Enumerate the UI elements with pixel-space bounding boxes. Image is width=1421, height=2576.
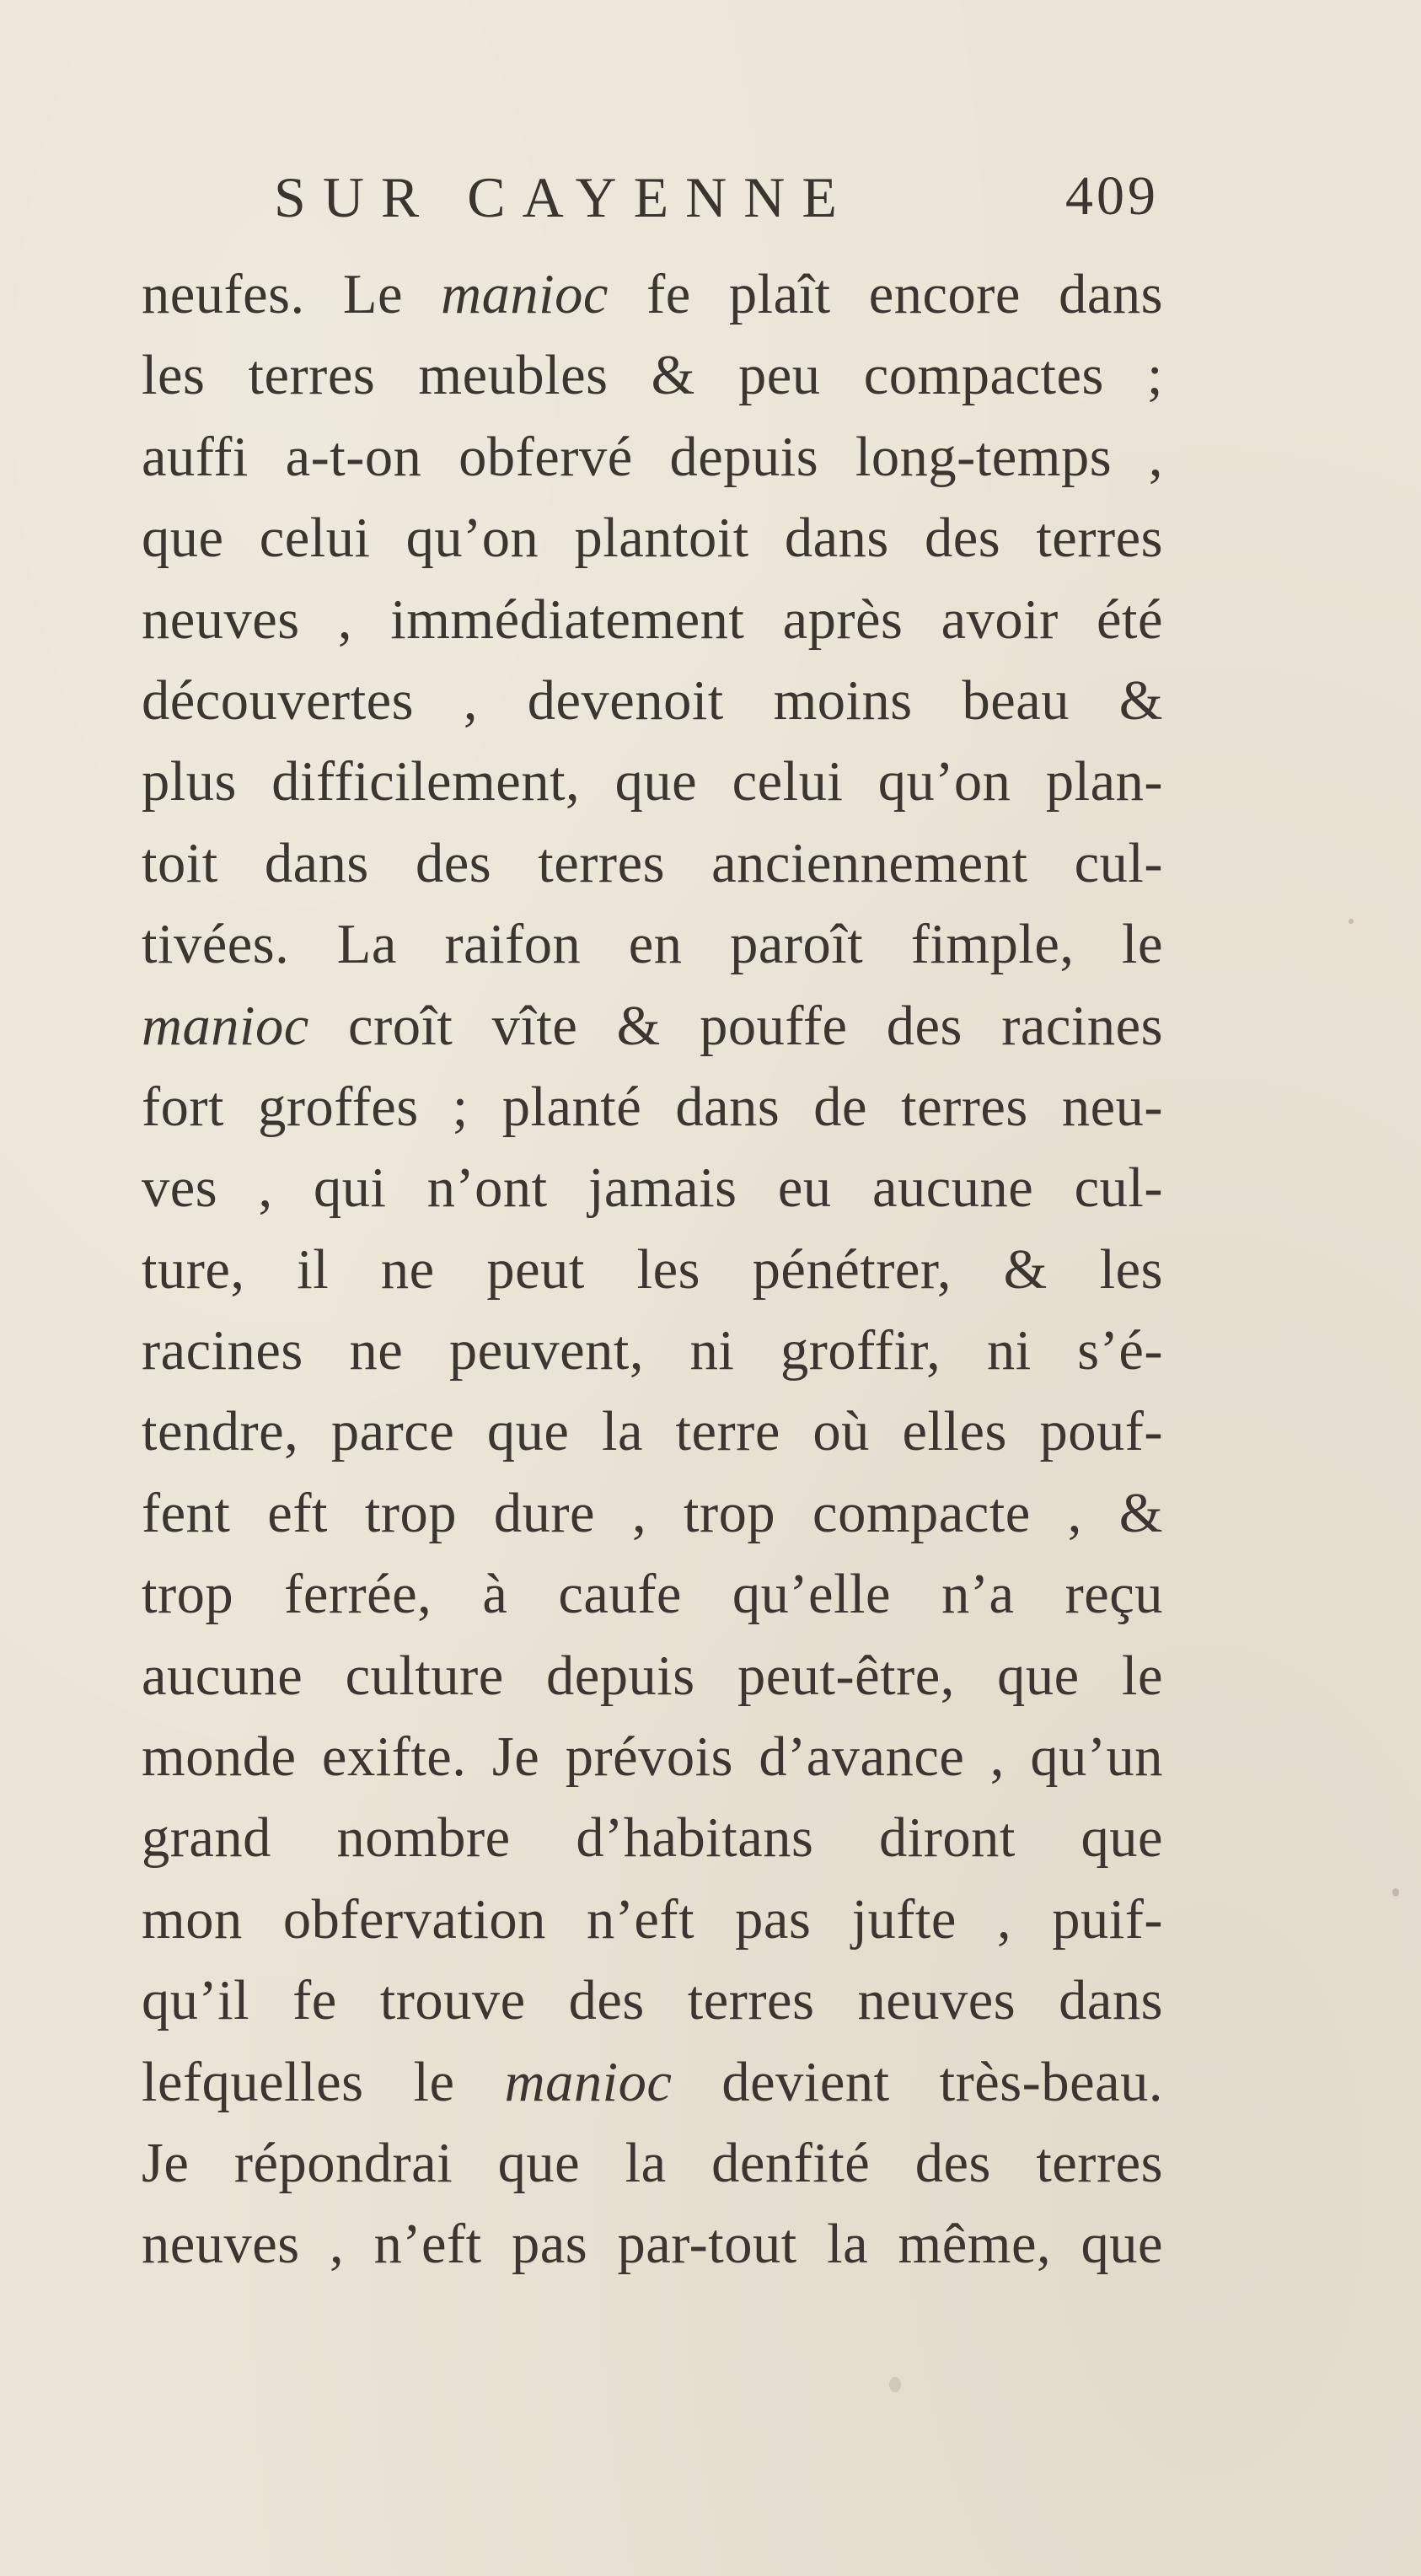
text-line: plus difficilement, que celui qu’on plan- — [142, 751, 1163, 813]
text-line: neuves , immédiatement après avoir été — [142, 588, 1163, 651]
text-line: découvertes , devenoit moins beau & — [142, 669, 1163, 732]
paper-speck — [889, 2377, 901, 2392]
text-line: fent eft trop dure , trop compacte , & — [142, 1482, 1163, 1544]
text-line: qu’il fe trouve des terres neuves dans — [142, 1970, 1163, 2032]
text-line: que celui qu’on plantoit dans des terres — [142, 507, 1163, 570]
text-line: monde exifte. Je prévois d’avance , qu’un — [142, 1726, 1163, 1789]
paper-speck — [1392, 1888, 1399, 1897]
paper-speck — [1349, 919, 1354, 924]
page-number: 409 — [1065, 165, 1159, 227]
text-line: ture, il ne peut les pénétrer, & les — [142, 1238, 1163, 1301]
text-line: Je répondrai que la denfité des terres — [142, 2132, 1163, 2194]
text-line: mon obfervation n’eft pas jufte , puif- — [142, 1888, 1163, 1951]
text-line: aucune culture depuis peut-être, que le — [142, 1645, 1163, 1707]
text-line: auffi a-t-on obfervé depuis long-temps , — [142, 426, 1163, 488]
running-title: SUR CAYENNE — [274, 165, 854, 229]
text-line: tivées. La raifon en paroît fimple, le — [142, 914, 1163, 976]
text-line: neuves , n’eft pas par-tout la même, que — [142, 2214, 1163, 2276]
text-line: manioc croît vîte & pouffe des racines — [142, 995, 1163, 1057]
text-line: grand nombre d’habitans diront que — [142, 1807, 1163, 1870]
text-line: trop ferrée, à caufe qu’elle n’a reçu — [142, 1564, 1163, 1626]
body-text — [142, 255, 1163, 2286]
text-line: fort groffes ; planté dans de terres neu- — [142, 1076, 1163, 1138]
italic-term: manioc — [504, 2051, 673, 2113]
text-line: lefquelles le manioc devient très-beau. — [142, 2051, 1163, 2113]
text-line: ves , qui n’ont jamais eu aucune cul- — [142, 1157, 1163, 1220]
italic-term: manioc — [441, 264, 609, 325]
page-header — [274, 164, 1159, 240]
text-line: les terres meubles & peu compactes ; — [142, 345, 1163, 407]
text-line: tendre, parce que la terre où elles pouf- — [142, 1401, 1163, 1463]
text-line: neufes. Le manioc fe plaît encore dans — [142, 264, 1163, 325]
text-line: toit dans des terres anciennement cul- — [142, 832, 1163, 894]
text-line: racines ne peuvent, ni groffir, ni s’é- — [142, 1320, 1163, 1382]
italic-term: manioc — [142, 995, 309, 1057]
